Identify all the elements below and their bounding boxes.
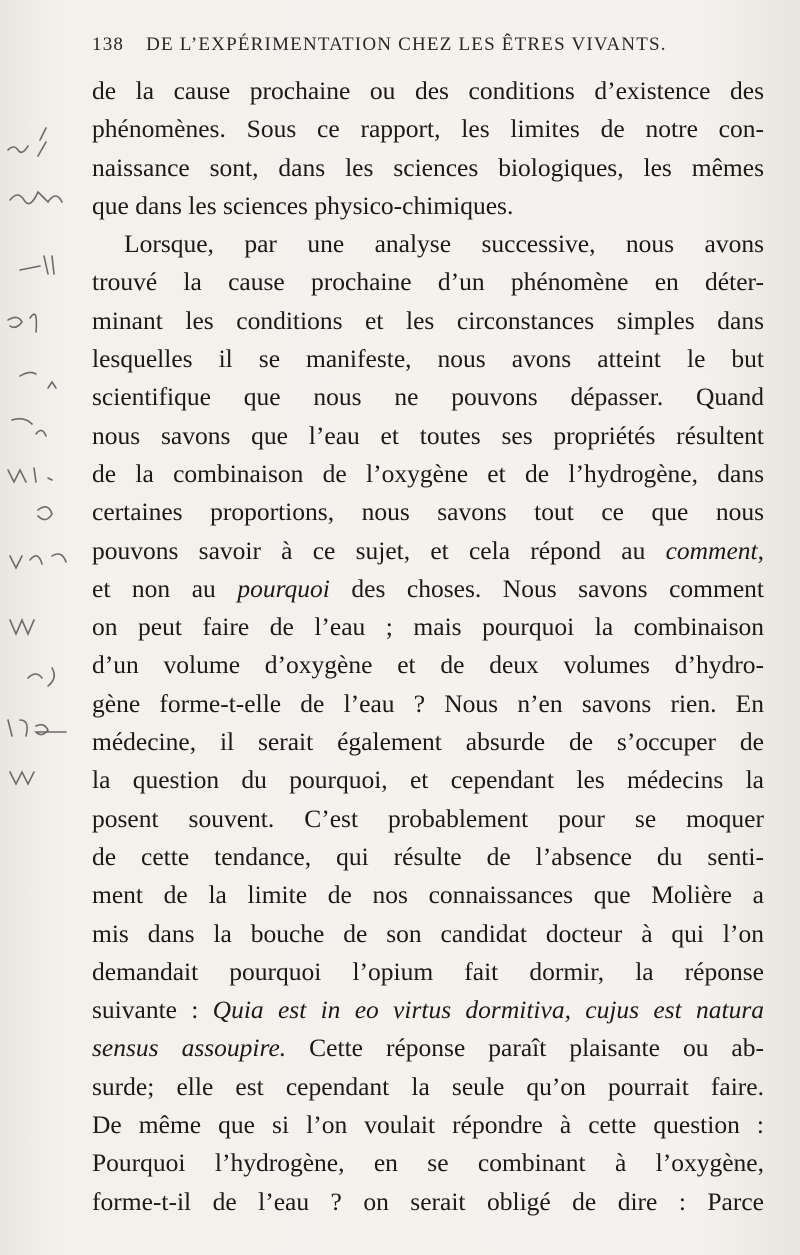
text-line: [92, 991, 764, 1029]
italic-text: sensus assoupire.: [92, 1033, 287, 1063]
text-line: De même que si l’on voulait répondre à cette question :: [92, 1110, 764, 1140]
text-line: demandait pourquoi l’opium fait dormir, la réponse: [92, 956, 764, 986]
text-line: d’un volume d’oxygène et de deux volumes d’hydro-: [92, 650, 764, 680]
text-line: posent souvent. C’est probablement pour se moquer: [92, 803, 764, 833]
body-text: [92, 72, 764, 1221]
text-line: Pourquoi l’hydrogène, en se combinant à l’oxygène,: [92, 1148, 764, 1178]
page-number: 138: [92, 34, 125, 55]
running-title: DE L’EXPÉRIMENTATION CHEZ LES ÊTRES VIVANTS.: [146, 34, 667, 55]
text-line: mis dans la bouche de son candidat docteur à qui l’on: [92, 918, 764, 948]
running-header: [92, 34, 712, 60]
text-line: [92, 532, 764, 570]
text-segment: des choses. Nous savons comment: [329, 573, 764, 603]
text-segment: Cette réponse paraît plaisante ou ab-: [286, 1033, 764, 1063]
text-segment: suivante :: [92, 995, 213, 1025]
italic-text: Quia est in eo virtus dormitiva, cujus est natura: [212, 995, 764, 1025]
text-line: minant les conditions et les circonstances simples dans: [92, 305, 764, 335]
text-line: [92, 1029, 764, 1067]
text-line: la question du pourquoi, et cependant les médecins la: [92, 765, 764, 795]
text-line: [92, 570, 764, 608]
text-line: surde; elle est cependant la seule qu’on pourrait faire.: [92, 1071, 764, 1101]
text-line: gène forme-t-elle de l’eau ? Nous n’en savons rien. En: [92, 688, 764, 718]
text-line: phénomènes. Sous ce rapport, les limites de notre con-: [92, 114, 764, 144]
text-line: médecine, il serait également absurde de s’occuper de: [92, 727, 764, 757]
text-line: on peut faire de l’eau ; mais pourquoi la combinaison: [92, 612, 764, 642]
text-line: Lorsque, par une analyse successive, nous avons: [124, 229, 764, 259]
text-line: trouvé la cause prochaine d’un phénomène en déter-: [92, 267, 764, 297]
pencil-scribbles-icon: [0, 120, 80, 800]
text-line: certaines proportions, nous savons tout ce que nous: [92, 497, 764, 527]
text-line: de cette tendance, qui résulte de l’absence du senti-: [92, 841, 764, 871]
text-line: scientifique que nous ne pouvons dépasser. Quand: [92, 382, 764, 412]
italic-text: comment,: [665, 535, 764, 565]
text-line: nous savons que l’eau et toutes ses propriétés résultent: [92, 420, 764, 450]
text-line: ment de la limite de nos connaissances que Molière a: [92, 880, 764, 910]
text-line: de la combinaison de l’oxygène et de l’hydrogène, dans: [92, 458, 764, 488]
text-line: lesquelles il se manifeste, nous avons atteint le but: [92, 344, 764, 374]
handwritten-margin-notes: [0, 120, 80, 800]
text-segment: pouvons savoir à ce sujet, et cela répond au: [92, 535, 666, 565]
text-line: naissance sont, dans les sciences biologiques, les mêmes: [92, 152, 764, 182]
text-line: de la cause prochaine ou des conditions d’existence des: [92, 76, 764, 105]
text-line: forme-t-il de l’eau ? on serait obligé de dire : Parce: [92, 1186, 764, 1216]
italic-text: pourquoi: [237, 573, 330, 603]
text-segment: et non au: [92, 573, 238, 603]
text-line: que dans les sciences physico-chimiques.: [92, 190, 514, 220]
